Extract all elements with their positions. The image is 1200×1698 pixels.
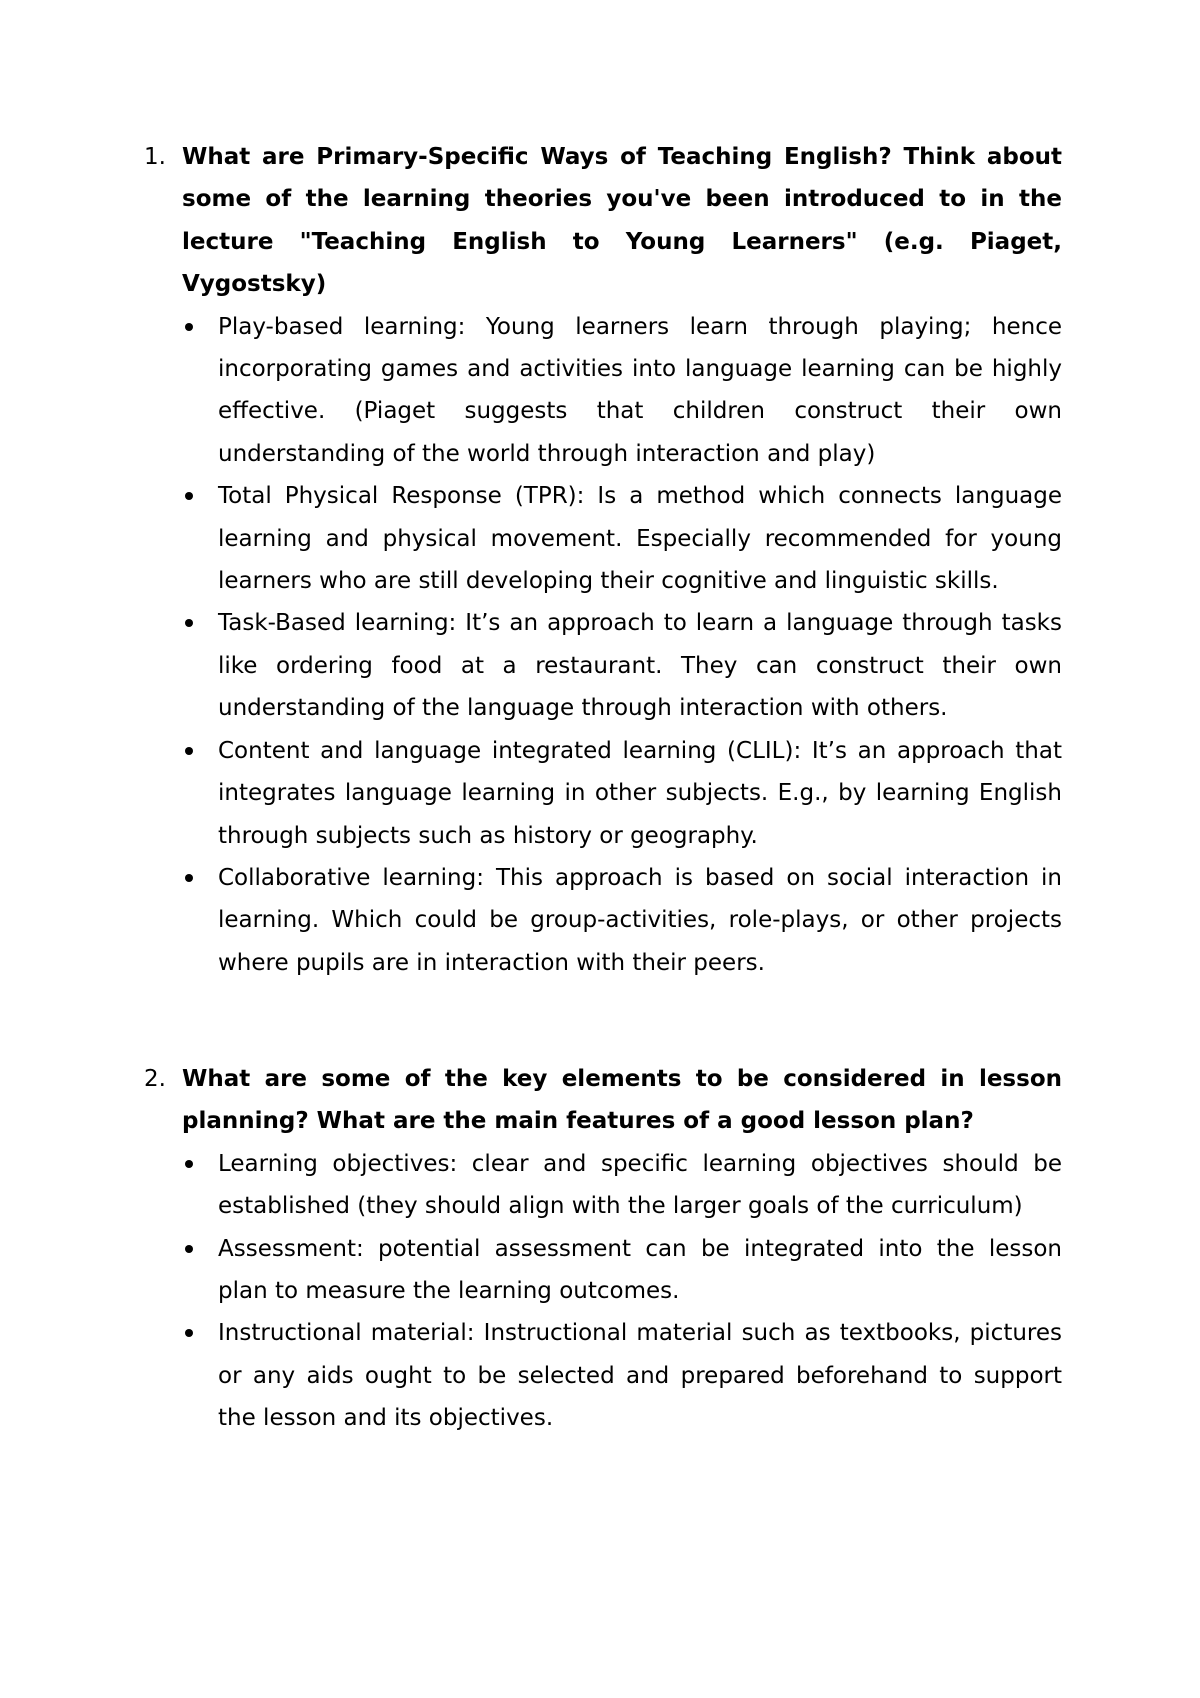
list-item-text: Learning objectives: clear and specific learning objectives should be established (they should align with the larger goals of the curriculum) [218, 1150, 1062, 1220]
question-2-bullet-list [144, 1143, 1062, 1440]
list-item-text: Assessment: potential assessment can be integrated into the lesson plan to measure the learning outcomes. [218, 1235, 1062, 1305]
list-item [144, 730, 1062, 857]
question-1-heading-text: What are Primary-Specific Ways of Teaching English? Think about some of the learning theories you've been introduced to in the lecture "Teaching English to Young Learners" (e.g. Piaget, Vygostsky) [182, 144, 1062, 298]
bullet-icon [185, 1160, 193, 1168]
question-1 [144, 136, 1062, 984]
list-item-text: Instructional material: Instructional material such as textbooks, pictures or any aids ought to be selected and prepared beforehand to support the lesson and its objectives. [218, 1320, 1062, 1432]
question-2-heading [144, 1058, 1062, 1143]
list-item [144, 1143, 1062, 1228]
list-item [144, 475, 1062, 602]
question-2-heading-text: What are some of the key elements to be considered in lesson planning? What are the main features of a good lesson plan? [182, 1066, 1062, 1135]
question-1-number: 1. [144, 144, 166, 170]
bullet-icon [185, 1245, 193, 1253]
question-2-number: 2. [144, 1066, 166, 1092]
bullet-icon [185, 619, 193, 627]
list-item [144, 602, 1062, 729]
list-item-text: Collaborative learning: This approach is based on social interaction in learning. Which could be group-activities, role-plays, or other projects where pupils are in interaction with their peers. [218, 864, 1062, 976]
list-item-text: Total Physical Response (TPR): Is a method which connects language learning and physical movement. Especially recommended for young learners who are still developing their cognitive and linguistic skills. [218, 483, 1062, 595]
list-item [144, 1228, 1062, 1313]
list-item [144, 306, 1062, 476]
list-item-text: Play-based learning: Young learners learn through playing; hence incorporating games and activities into language learning can be highly effective. (Piaget suggests that children construct their own understanding of the world through interaction and play) [218, 313, 1062, 467]
list-item [144, 857, 1062, 984]
question-1-bullet-list [144, 306, 1062, 985]
bullet-icon [185, 747, 193, 755]
bullet-icon [185, 492, 193, 500]
bullet-icon [185, 874, 193, 882]
list-item [144, 1312, 1062, 1439]
list-item-text: Task-Based learning: It’s an approach to learn a language through tasks like ordering food at a restaurant. They can construct their own understanding of the language through interaction with others. [218, 610, 1062, 722]
list-item-text: Content and language integrated learning (CLIL): It’s an approach that integrates language learning in other subjects. E.g., by learning English through subjects such as history or geography. [218, 737, 1062, 849]
question-2 [144, 1058, 1062, 1440]
bullet-icon [185, 323, 193, 331]
question-1-heading [144, 136, 1062, 306]
bullet-icon [185, 1329, 193, 1337]
